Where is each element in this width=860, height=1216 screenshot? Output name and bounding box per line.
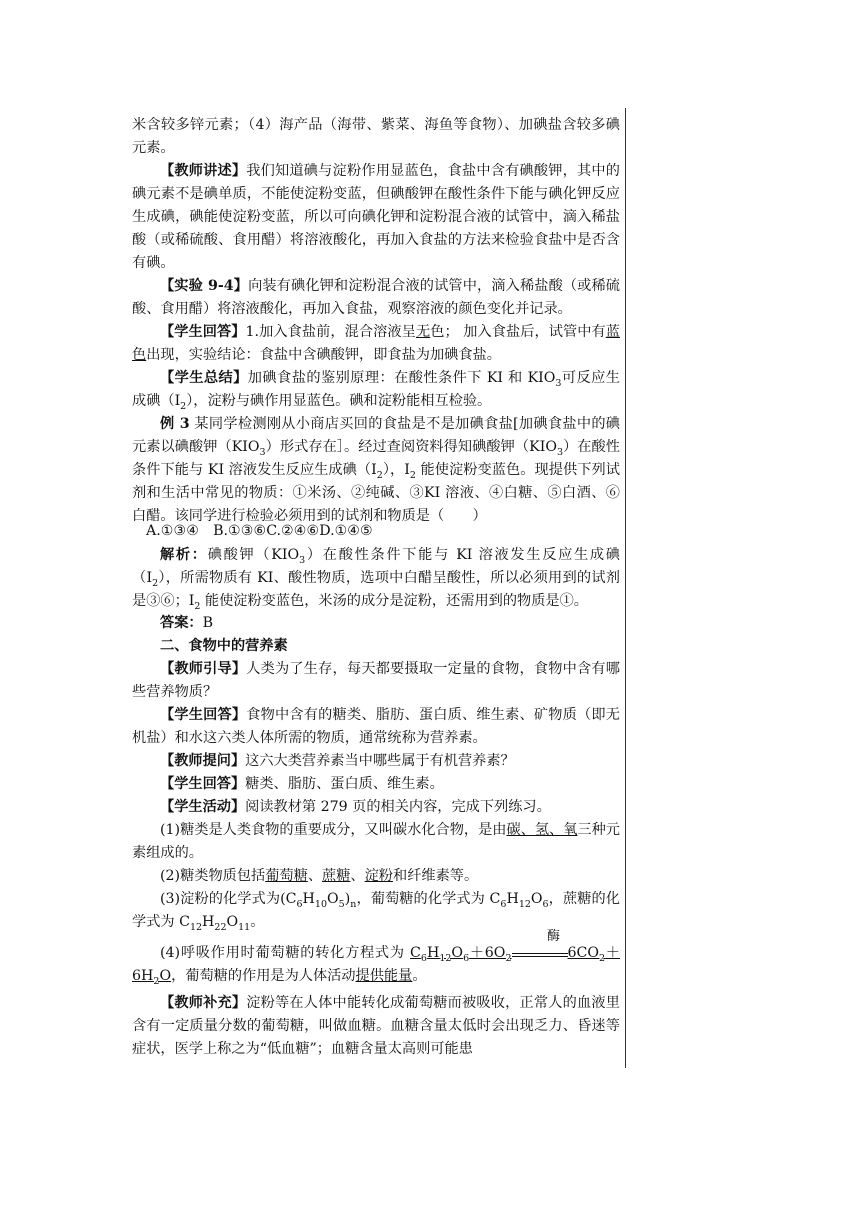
text: 加碘食盐的鉴别原理：在酸性条件下 KI 和 KIO bbox=[247, 370, 556, 386]
paragraph-example-3 bbox=[132, 413, 620, 528]
tag-example: 例 3 bbox=[160, 416, 190, 432]
paragraph-student-answer-1 bbox=[132, 321, 620, 367]
subscript: 2 bbox=[505, 952, 512, 964]
text: 能使淀粉变蓝色，米汤的成分是淀粉，还需用到的物质是①。 bbox=[200, 593, 588, 609]
subscript: 2 bbox=[599, 952, 606, 964]
tag-teacher-guide: 【教师引导】 bbox=[160, 661, 247, 677]
text: ），淀粉与碘作用显蓝色。碘和淀粉能相互检验。 bbox=[186, 393, 492, 409]
text: 能使淀粉变蓝色。现提供下列试剂和生活中常见的物质：①米汤、②纯碱、③KI 溶液、④白糖、⑤白酒、⑥白醋。该同学进行检验必须用到的试剂和物质是（ ） bbox=[132, 462, 620, 524]
tag-teacher-supplement: 【教师补充】 bbox=[160, 995, 247, 1011]
subscript: 3 bbox=[299, 554, 306, 566]
paragraph-food-zinc-iodine bbox=[132, 114, 620, 160]
subscript: 6 bbox=[542, 898, 549, 910]
text: ）形式存在］。经过查阅资料得知碘酸钾（KIO bbox=[265, 439, 557, 455]
text: 色； 加入食盐后，试管中有 bbox=[430, 324, 606, 340]
subscript: 2 bbox=[194, 600, 201, 612]
equation-left: $C_6H_{12}O_6+6O_2$ bbox=[410, 945, 512, 964]
subscript: 2 bbox=[409, 469, 416, 481]
text: 糖类、脂肪、蛋白质、维生素。 bbox=[245, 776, 444, 792]
answer-value: B bbox=[202, 615, 214, 631]
answer-glucose: 葡萄糖 bbox=[265, 868, 308, 884]
text: ，葡萄糖的作用是为人体活动 bbox=[171, 968, 356, 984]
subscript: 10 bbox=[314, 898, 328, 910]
text: ）在酸性条件下能与 KI 溶液发生反应生成碘（I bbox=[132, 547, 620, 586]
equation-right: $6CO_2+6H_2O$ bbox=[132, 945, 620, 987]
text: ) bbox=[344, 891, 351, 907]
subscript: 3 bbox=[259, 446, 266, 458]
text: 某同学检测刚从小商店买回的食盐是不是加碘食盐[加碘食盐中的碘元素以碘酸钾（KIO bbox=[132, 416, 620, 455]
subscript: 3 bbox=[556, 446, 564, 458]
text: 。 bbox=[412, 968, 427, 984]
text: H bbox=[202, 914, 215, 930]
text: 出现，实验结论：食盐中含碘酸钾，即食盐为加碘食盐。 bbox=[146, 347, 501, 363]
paragraph-teacher-explain bbox=[132, 160, 620, 275]
text: 淀粉等在人体中能转化成葡萄糖而被吸收，正常人的血液里含有一定质量分数的葡萄糖，叫做血糖。血糖含量太低时会出现乏力、昏迷等症状，医学上称之为“低血糖”；血糖含量太高则可能患 bbox=[132, 995, 620, 1057]
text: (3)淀粉的化学式为(C bbox=[160, 891, 297, 907]
exercise-2 bbox=[132, 865, 620, 888]
text: 我们知道碘与淀粉作用显蓝色，食盐中含有碘酸钾，其中的碘元素不是碘单质，不能使淀粉变蓝，但碘酸钾在酸性条件下能与碘化钾反应生成碘，碘能使淀粉变蓝，所以可向碘化钾和淀粉混合液的试管中，滴入稀盐酸（或稀硫酸、食用醋）将溶液酸化，再加入食盐的方法来检验食盐中是否含有碘。 bbox=[132, 163, 620, 271]
text: 米含较多锌元素；（4）海产品（海带、紫菜、海鱼等食物）、加碘盐含较多碘元素。 bbox=[132, 117, 620, 156]
text: ，蔗糖的化学式为 C bbox=[132, 891, 620, 930]
text: ），所需物质有 KI、酸性物质，选项中白醋呈酸性，所以必须用到的试剂是③⑥；I bbox=[132, 570, 620, 609]
text: 碘酸钾（KIO bbox=[207, 547, 300, 563]
paragraph-teacher-supplement bbox=[132, 992, 620, 1061]
text: 、 bbox=[307, 868, 323, 884]
subscript: 22 bbox=[214, 921, 227, 933]
tag-student-answer: 【学生回答】 bbox=[160, 324, 246, 340]
text: 向装有碘化钾和淀粉混合液的试管中，滴入稀盐酸（或稀硫酸、食用醋）将溶液酸化，再加入食盐，观察溶液的颜色变化并记录。 bbox=[132, 278, 620, 317]
exercise-3 bbox=[132, 888, 620, 934]
text: 、 bbox=[350, 868, 365, 884]
paragraph-student-answer-3 bbox=[132, 773, 620, 796]
tag-teacher-question: 【教师提问】 bbox=[160, 753, 246, 769]
text: 食物中含有的糖类、脂肪、蛋白质、维生素、矿物质（即无机盐）和水这六类人体所需的物质，通常统称为营养素。 bbox=[132, 707, 620, 746]
subscript: 6 bbox=[296, 898, 303, 910]
tag-experiment: 【实验 9-4】 bbox=[160, 278, 249, 294]
answer-provide-energy: 提供能量 bbox=[355, 968, 413, 984]
paragraph-student-activity bbox=[132, 796, 620, 819]
text: H bbox=[506, 891, 519, 907]
text: O bbox=[327, 891, 339, 907]
text: 和纤维素等。 bbox=[393, 868, 479, 884]
paragraph-experiment-9-4 bbox=[132, 275, 620, 321]
text: 三种元素组成的。 bbox=[132, 822, 620, 861]
tag-answer: 答案： bbox=[160, 615, 203, 631]
tag-student-activity: 【学生活动】 bbox=[160, 799, 246, 815]
tag-student-summary: 【学生总结】 bbox=[160, 370, 248, 386]
text: 1.加入食盐前，混合溶液呈 bbox=[245, 324, 416, 340]
subscript: 2 bbox=[152, 577, 159, 589]
equation-double-line bbox=[512, 953, 568, 957]
text: H bbox=[302, 891, 315, 907]
subscript: 6 bbox=[500, 898, 507, 910]
tag-student-answer: 【学生回答】 bbox=[160, 776, 246, 792]
paragraph-analysis bbox=[132, 544, 620, 613]
exercise-4 bbox=[132, 929, 620, 988]
column-border-line bbox=[625, 108, 626, 1068]
subscript: 12 bbox=[518, 898, 531, 910]
text: 人类为了生存，每天都要摄取一定量的食物，食物中含有哪些营养物质？ bbox=[132, 661, 620, 700]
paragraph-student-summary bbox=[132, 367, 620, 413]
text: (1)糖类是人类食物的重要成分，又叫碳水化合物，是由 bbox=[160, 822, 507, 838]
subscript: 11 bbox=[238, 921, 251, 933]
answer-starch: 淀粉 bbox=[364, 868, 393, 884]
subscript: 6 bbox=[420, 952, 427, 964]
tag-analysis: 解析： bbox=[160, 547, 208, 563]
subscript: 2 bbox=[180, 400, 187, 412]
paragraph-student-answer-2 bbox=[132, 704, 620, 750]
answer-options: A.①③④ B.①③⑥C.②④⑥D.①④⑤ bbox=[146, 523, 373, 539]
text: O bbox=[226, 914, 239, 930]
tag-teacher-explain: 【教师讲述】 bbox=[160, 163, 247, 179]
paragraph-teacher-question bbox=[132, 750, 620, 773]
text: 阅读教材第 279 页的相关内容，完成下列练习。 bbox=[245, 799, 551, 815]
text: 这六大类营养素当中哪些属于有机营养素？ bbox=[245, 753, 515, 769]
answer-blue: 蓝色 bbox=[132, 324, 620, 363]
text: 。 bbox=[250, 914, 265, 930]
subscript: 2 bbox=[376, 469, 383, 481]
subscript: 3 bbox=[555, 377, 562, 389]
subscript: 12 bbox=[189, 921, 203, 933]
paragraph-answer bbox=[132, 612, 620, 635]
text: ）在酸性条件下能与 KI 溶液发生反应生成碘（I bbox=[132, 439, 620, 478]
equation-arrow bbox=[512, 929, 568, 957]
subscript: 5 bbox=[338, 898, 345, 910]
text: ），I bbox=[382, 462, 410, 478]
text: (2)糖类物质包括 bbox=[160, 868, 266, 884]
text: (4)呼吸作用时葡萄糖的转化方程式为 bbox=[160, 945, 411, 961]
subscript: 6 bbox=[463, 952, 470, 964]
subscript: 2 bbox=[153, 975, 160, 987]
answer-colorless: 无 bbox=[415, 324, 431, 340]
paragraph-teacher-guide bbox=[132, 658, 620, 704]
subscript: 12 bbox=[439, 952, 452, 964]
exercise-1 bbox=[132, 819, 620, 865]
answer-sucrose: 蔗糖 bbox=[322, 868, 351, 884]
text: 可反应生成碘（I bbox=[132, 370, 620, 409]
section-heading-nutrients: 二、食物中的营养素 bbox=[160, 638, 288, 654]
text: O bbox=[530, 891, 543, 907]
subscript: n bbox=[350, 898, 357, 910]
equation-condition: 酶 bbox=[546, 929, 560, 944]
tag-student-answer: 【学生回答】 bbox=[160, 707, 247, 723]
text: ，葡萄糖的化学式为 C bbox=[356, 891, 501, 907]
answer-elements: 碳、氢、氧 bbox=[506, 822, 578, 838]
